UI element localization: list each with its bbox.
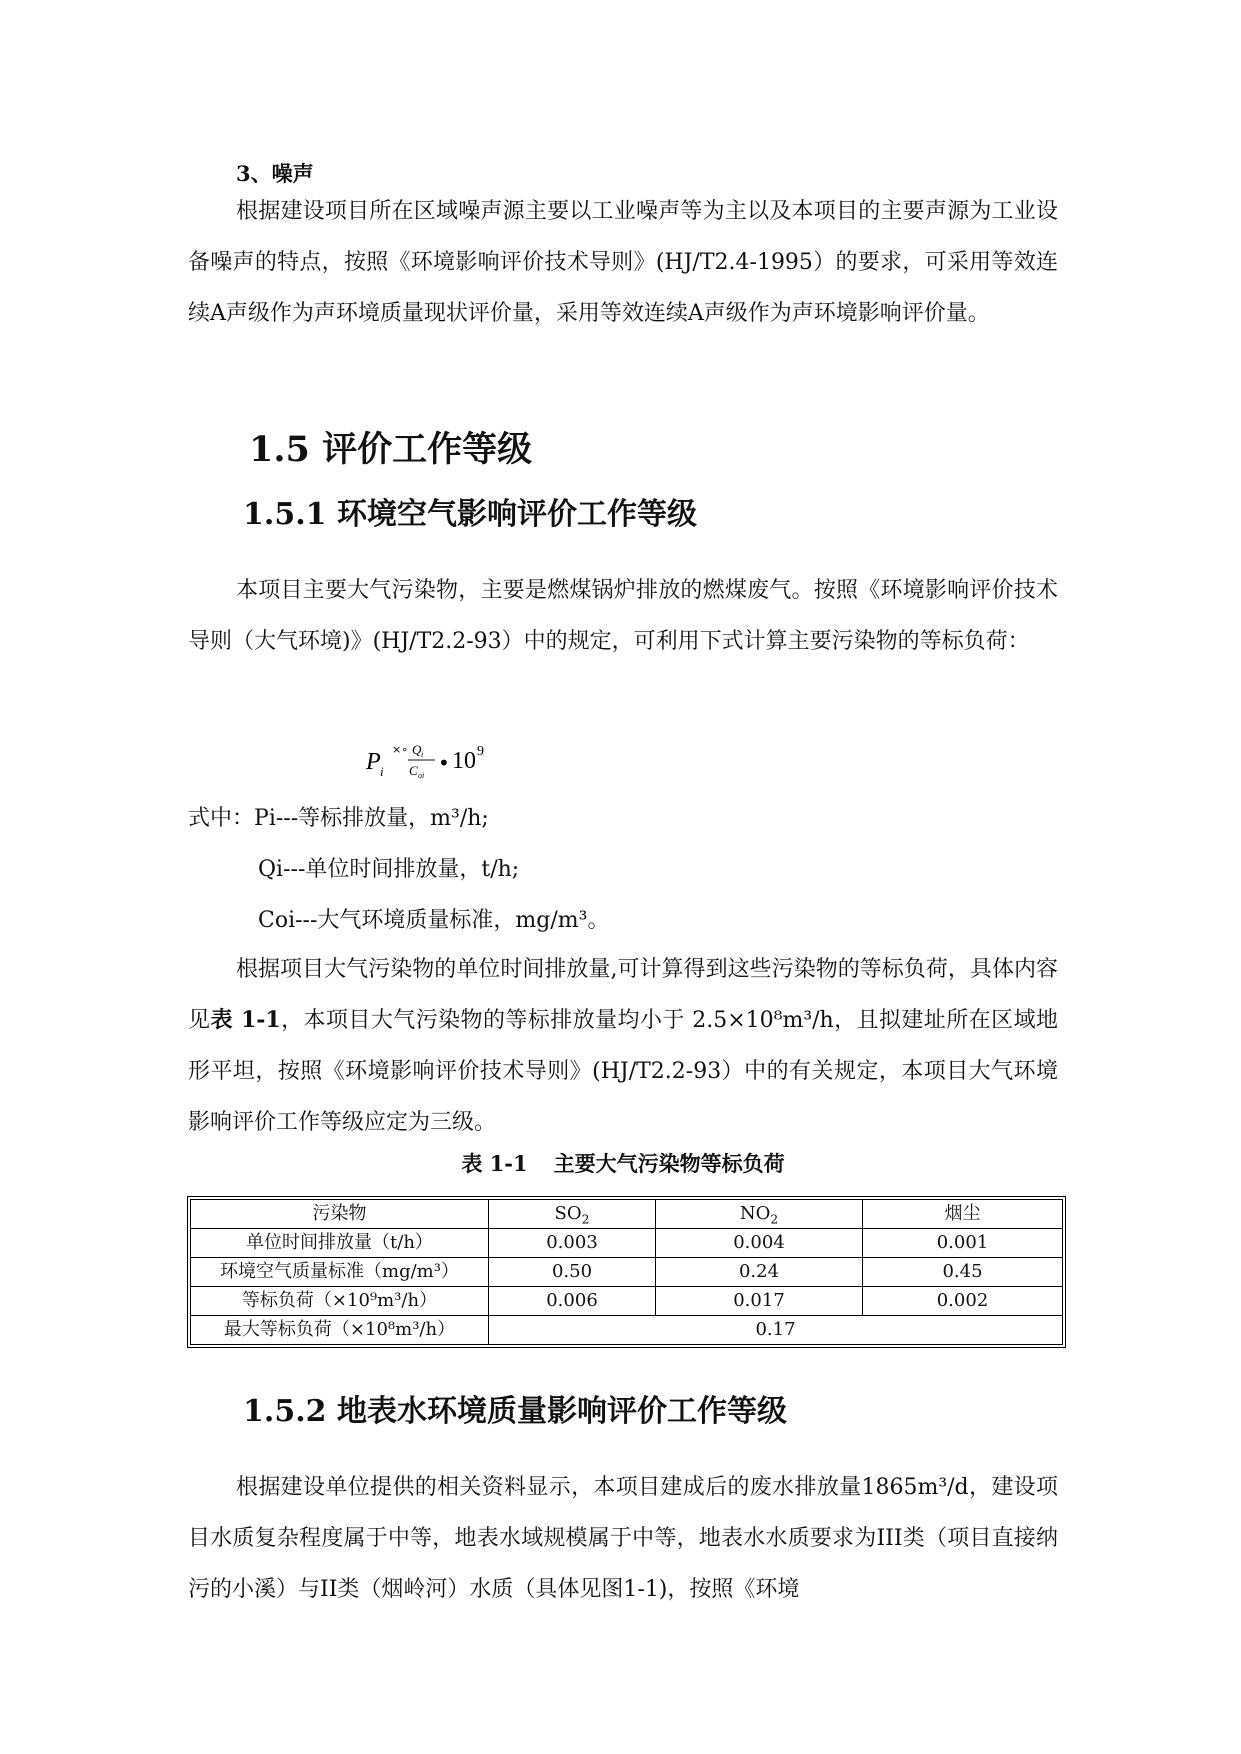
row-label: 单位时间排放量（t/h） <box>191 1229 489 1258</box>
table-row <box>191 1229 1063 1258</box>
formula-p: P <box>366 749 381 775</box>
formula-p-sub: i <box>380 764 384 779</box>
equal-load-formula <box>366 735 526 781</box>
variable-lead: 式中： <box>188 806 255 831</box>
row-label: 环境空气质量标准（mg/m³） <box>191 1258 489 1287</box>
air-paragraph-block <box>188 565 1058 667</box>
row-label: 等标负荷（×10⁹m³/h） <box>191 1287 489 1316</box>
header-no2: $NO_2$ <box>656 1200 863 1229</box>
cell-so2: 0.003 <box>489 1229 656 1258</box>
cell-dust: 0.45 <box>863 1258 1063 1287</box>
water-paragraph-block <box>188 1462 1058 1615</box>
formula-exponent: 9 <box>477 744 484 759</box>
table-header-row <box>191 1200 1063 1229</box>
table-caption <box>188 1148 1058 1178</box>
result-text-a: 根据项目大气污染物的单位时间排放量,可计算得到这些污染物的等标负荷，具体内容见 <box>188 957 1058 1033</box>
result-paragraph-block <box>188 944 1058 1148</box>
formula-q-sub: i <box>421 750 424 759</box>
header-dust: 烟尘 <box>863 1200 1063 1229</box>
heading-1-5-1: 1.5.1 环境空气影响评价工作等级 <box>243 497 697 532</box>
result-paragraph <box>188 944 1058 1148</box>
table-row <box>191 1258 1063 1287</box>
result-text-b: ，本项目大气污染物的等标排放量均小于 2.5×10⁸m³/h，且拟建址所在区域地形平坦，按照《环境影响评价技术导则》(HJ/T2.2-93）中的有关规定，本项目大气环境影响评价工作等级应定为三级。 <box>188 1008 1058 1135</box>
table-caption-title: 主要大气污染物等标负荷 <box>553 1151 785 1176</box>
formula-q: Q <box>412 742 422 757</box>
cell-dust: 0.001 <box>863 1229 1063 1258</box>
noise-paragraph-block <box>188 186 1058 339</box>
section-heading-noise: 3、噪声 <box>236 161 314 186</box>
variable-pi: Pi---等标排放量，m³/h; <box>254 806 489 831</box>
formula-dot: • <box>438 751 450 775</box>
formula-c: C <box>409 763 418 778</box>
noise-paragraph: 根据建设项目所在区域噪声源主要以工业噪声等为主以及本项目的主要声源为工业设备噪声的特点，按照《环境影响评价技术导则》(HJ/T2.4-1995）的要求，可采用等效连续A声级作为声环境质量现状评价量，采用等效连续A声级作为声环境影响评价量。 <box>188 199 1058 326</box>
formula-c-sub: oi <box>418 771 425 780</box>
variable-definition-qi: Qi---单位时间排放量，t/h; <box>258 857 520 882</box>
variable-definition-coi: Coi---大气环境质量标准，mg/m³。 <box>258 908 610 933</box>
air-paragraph: 本项目主要大气污染物，主要是燃煤锅炉排放的燃煤废气。按照《环境影响评价技术导则（大气环境)》(HJ/T2.2-93）中的规定，可利用下式计算主要污染物的等标负荷： <box>188 578 1058 654</box>
header-so2: $SO_2$ <box>489 1200 656 1229</box>
pollutant-table-frame <box>187 1196 1066 1348</box>
variable-definition-pi <box>188 793 489 844</box>
cell-no2: 0.017 <box>656 1287 863 1316</box>
max-load-label: 最大等标负荷（×10⁸m³/h） <box>191 1316 489 1345</box>
max-load-value: 0.17 <box>489 1316 1063 1345</box>
pollutant-load-table <box>190 1199 1063 1345</box>
table-row-max <box>191 1316 1063 1345</box>
formula-ten: 10 <box>452 748 476 774</box>
table-row <box>191 1287 1063 1316</box>
cell-no2: 0.24 <box>656 1258 863 1287</box>
heading-1-5-2: 1.5.2 地表水环境质量影响评价工作等级 <box>243 1394 787 1429</box>
water-paragraph: 根据建设单位提供的相关资料显示，本项目建成后的废水排放量1865m³/d，建设项目水质复杂程度属于中等，地表水域规模属于中等，地表水水质要求为III类（项目直接纳污的小溪）与II类（烟岭河）水质（具体见图1-1)，按照《环境 <box>188 1475 1058 1602</box>
heading-1-5: 1.5 评价工作等级 <box>249 429 533 470</box>
cell-dust: 0.002 <box>863 1287 1063 1316</box>
cell-so2: 0.50 <box>489 1258 656 1287</box>
table-caption-number: 表 1-1 <box>461 1151 528 1176</box>
cell-no2: 0.004 <box>656 1229 863 1258</box>
formula-symbol: ×∘ <box>392 743 409 756</box>
table-reference: 表 1-1 <box>210 1007 281 1033</box>
header-pollutant: 污染物 <box>191 1200 489 1229</box>
cell-so2: 0.006 <box>489 1287 656 1316</box>
